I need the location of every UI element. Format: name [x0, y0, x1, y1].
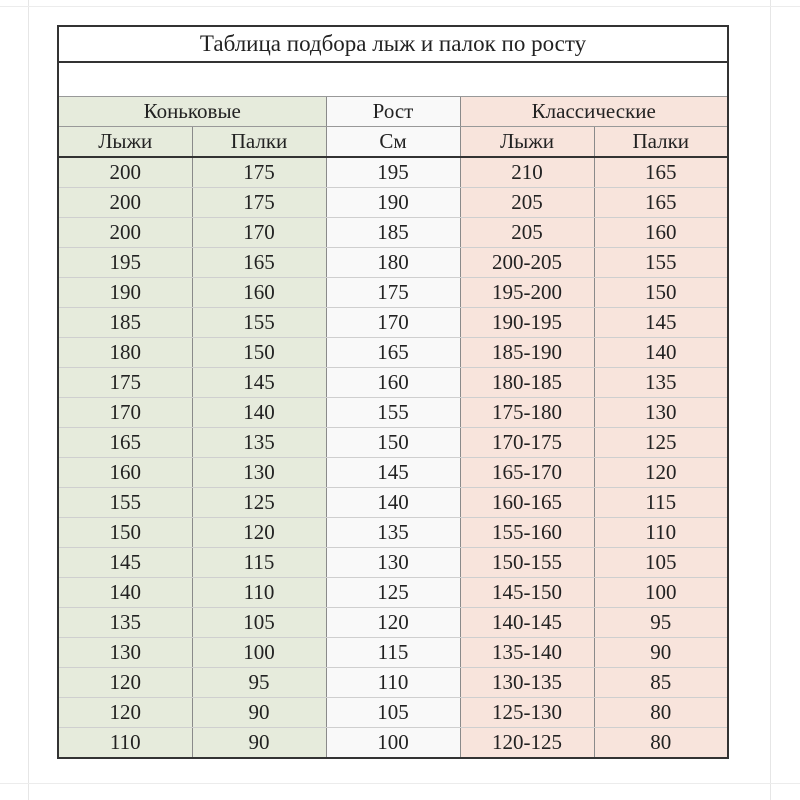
cell-skate-poles: 110 — [192, 578, 326, 608]
cell-classic-poles: 120 — [594, 458, 728, 488]
cell-height-cm: 190 — [326, 188, 460, 218]
cell-skate-poles: 135 — [192, 428, 326, 458]
group-header-height: Рост — [326, 97, 460, 127]
cell-skate-skis: 170 — [58, 398, 192, 428]
cell-classic-poles: 95 — [594, 608, 728, 638]
cell-height-cm: 100 — [326, 728, 460, 759]
cell-skate-skis: 160 — [58, 458, 192, 488]
cell-classic-poles: 90 — [594, 638, 728, 668]
table-row — [58, 218, 728, 248]
table-row — [58, 188, 728, 218]
cell-skate-poles: 145 — [192, 368, 326, 398]
cell-classic-poles: 165 — [594, 188, 728, 218]
cell-classic-poles: 140 — [594, 338, 728, 368]
table-row — [58, 518, 728, 548]
cell-classic-poles: 150 — [594, 278, 728, 308]
cell-skate-poles: 140 — [192, 398, 326, 428]
cell-classic-skis: 175-180 — [460, 398, 594, 428]
cell-classic-poles: 165 — [594, 157, 728, 188]
cell-height-cm: 110 — [326, 668, 460, 698]
cell-skate-poles: 105 — [192, 608, 326, 638]
grid-line — [0, 6, 800, 7]
subheader-classic-poles: Палки — [594, 127, 728, 158]
cell-skate-poles: 115 — [192, 548, 326, 578]
cell-classic-poles: 135 — [594, 368, 728, 398]
cell-height-cm: 155 — [326, 398, 460, 428]
cell-classic-skis: 140-145 — [460, 608, 594, 638]
table-row — [58, 157, 728, 188]
cell-skate-poles: 170 — [192, 218, 326, 248]
blank-row — [58, 62, 728, 97]
cell-classic-skis: 135-140 — [460, 638, 594, 668]
cell-skate-poles: 165 — [192, 248, 326, 278]
cell-skate-skis: 110 — [58, 728, 192, 759]
group-header-classic: Классические — [460, 97, 728, 127]
table-title: Таблица подбора лыж и палок по росту — [58, 26, 728, 62]
cell-skate-skis: 185 — [58, 308, 192, 338]
cell-classic-skis: 205 — [460, 218, 594, 248]
cell-classic-skis: 185-190 — [460, 338, 594, 368]
cell-skate-poles: 175 — [192, 188, 326, 218]
cell-skate-skis: 200 — [58, 157, 192, 188]
cell-skate-skis: 200 — [58, 218, 192, 248]
table-row — [58, 608, 728, 638]
cell-height-cm: 125 — [326, 578, 460, 608]
cell-classic-skis: 120-125 — [460, 728, 594, 759]
cell-classic-skis: 200-205 — [460, 248, 594, 278]
subheader-classic-skis: Лыжи — [460, 127, 594, 158]
cell-skate-skis: 135 — [58, 608, 192, 638]
cell-height-cm: 175 — [326, 278, 460, 308]
table-row — [58, 338, 728, 368]
ski-pole-size-table — [57, 25, 729, 759]
cell-skate-skis: 145 — [58, 548, 192, 578]
cell-height-cm: 115 — [326, 638, 460, 668]
cell-height-cm: 140 — [326, 488, 460, 518]
cell-classic-poles: 145 — [594, 308, 728, 338]
cell-classic-skis: 180-185 — [460, 368, 594, 398]
table-row — [58, 488, 728, 518]
cell-classic-skis: 190-195 — [460, 308, 594, 338]
cell-classic-skis: 160-165 — [460, 488, 594, 518]
subheader-skate-poles: Палки — [192, 127, 326, 158]
cell-classic-skis: 210 — [460, 157, 594, 188]
cell-skate-skis: 150 — [58, 518, 192, 548]
cell-classic-poles: 115 — [594, 488, 728, 518]
subheader-height-unit: См — [326, 127, 460, 158]
cell-classic-poles: 85 — [594, 668, 728, 698]
cell-skate-poles: 175 — [192, 157, 326, 188]
cell-classic-skis: 130-135 — [460, 668, 594, 698]
cell-classic-poles: 130 — [594, 398, 728, 428]
table-row — [58, 278, 728, 308]
cell-skate-poles: 160 — [192, 278, 326, 308]
cell-skate-poles: 155 — [192, 308, 326, 338]
cell-classic-skis: 205 — [460, 188, 594, 218]
cell-skate-poles: 90 — [192, 728, 326, 759]
table-row — [58, 668, 728, 698]
cell-height-cm: 130 — [326, 548, 460, 578]
table-row — [58, 398, 728, 428]
cell-classic-skis: 125-130 — [460, 698, 594, 728]
cell-skate-skis: 180 — [58, 338, 192, 368]
table-row — [58, 578, 728, 608]
grid-line — [0, 783, 800, 784]
cell-height-cm: 105 — [326, 698, 460, 728]
cell-skate-poles: 95 — [192, 668, 326, 698]
cell-skate-skis: 165 — [58, 428, 192, 458]
cell-height-cm: 185 — [326, 218, 460, 248]
cell-height-cm: 120 — [326, 608, 460, 638]
cell-classic-poles: 125 — [594, 428, 728, 458]
cell-skate-skis: 200 — [58, 188, 192, 218]
cell-classic-poles: 160 — [594, 218, 728, 248]
cell-skate-skis: 175 — [58, 368, 192, 398]
cell-skate-poles: 130 — [192, 458, 326, 488]
cell-classic-skis: 155-160 — [460, 518, 594, 548]
cell-classic-poles: 80 — [594, 728, 728, 759]
cell-classic-poles: 80 — [594, 698, 728, 728]
table-row — [58, 368, 728, 398]
cell-height-cm: 145 — [326, 458, 460, 488]
cell-height-cm: 150 — [326, 428, 460, 458]
cell-height-cm: 135 — [326, 518, 460, 548]
group-header-skate: Коньковые — [58, 97, 326, 127]
table-row — [58, 548, 728, 578]
cell-classic-skis: 145-150 — [460, 578, 594, 608]
cell-skate-skis: 140 — [58, 578, 192, 608]
grid-line — [770, 0, 771, 800]
cell-skate-skis: 130 — [58, 638, 192, 668]
cell-classic-skis: 165-170 — [460, 458, 594, 488]
cell-skate-skis: 195 — [58, 248, 192, 278]
table-row — [58, 728, 728, 759]
cell-classic-poles: 110 — [594, 518, 728, 548]
subheader-skate-skis: Лыжи — [58, 127, 192, 158]
cell-skate-skis: 120 — [58, 698, 192, 728]
cell-classic-poles: 155 — [594, 248, 728, 278]
cell-skate-poles: 90 — [192, 698, 326, 728]
table-row — [58, 308, 728, 338]
table-row — [58, 428, 728, 458]
cell-skate-poles: 120 — [192, 518, 326, 548]
cell-height-cm: 170 — [326, 308, 460, 338]
cell-classic-poles: 105 — [594, 548, 728, 578]
cell-skate-skis: 120 — [58, 668, 192, 698]
cell-height-cm: 165 — [326, 338, 460, 368]
cell-skate-poles: 100 — [192, 638, 326, 668]
cell-skate-poles: 125 — [192, 488, 326, 518]
cell-classic-skis: 195-200 — [460, 278, 594, 308]
table-row — [58, 248, 728, 278]
cell-skate-poles: 150 — [192, 338, 326, 368]
cell-classic-poles: 100 — [594, 578, 728, 608]
grid-line — [28, 0, 29, 800]
cell-height-cm: 195 — [326, 157, 460, 188]
table-row — [58, 458, 728, 488]
cell-height-cm: 180 — [326, 248, 460, 278]
cell-height-cm: 160 — [326, 368, 460, 398]
cell-skate-skis: 155 — [58, 488, 192, 518]
table-row — [58, 698, 728, 728]
cell-classic-skis: 150-155 — [460, 548, 594, 578]
cell-classic-skis: 170-175 — [460, 428, 594, 458]
cell-skate-skis: 190 — [58, 278, 192, 308]
table-row — [58, 638, 728, 668]
